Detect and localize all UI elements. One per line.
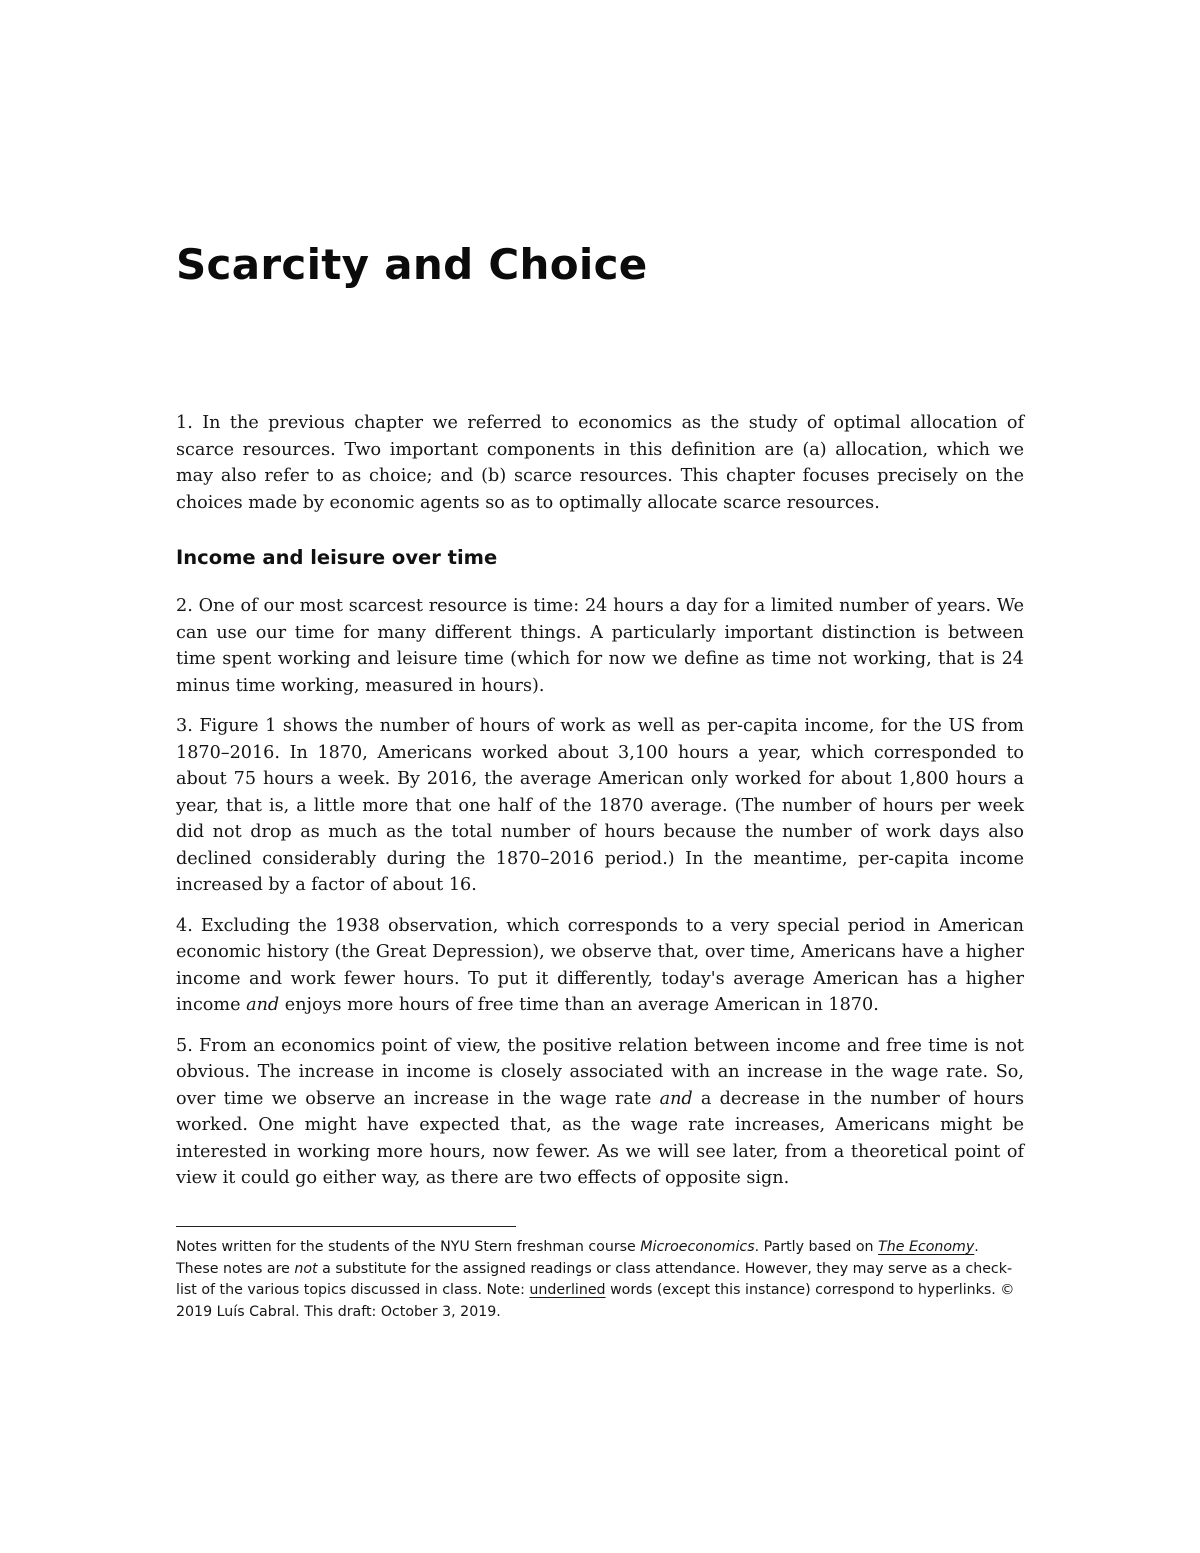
paragraph-5-text-a: 5. From an economics point of view, the positive relation between income and free time is not obvious. The increase in income is closely associated with an increase in the wage rate. So, over time we observe an increase in the wage rate	[176, 1035, 1024, 1109]
paragraph-4-text-a: 4. Excluding the 1938 observation, which corresponds to a very special period in American economic history (the Great Depression), we observe that, over time, Americans have a higher income and work fewer hours. To put it differently, today's average American has a higher income	[176, 915, 1024, 1015]
paragraph-5	[176, 1033, 1024, 1192]
footnote-book-link[interactable]: The Economy	[878, 1239, 975, 1255]
section-heading-income-leisure: Income and leisure over time	[176, 546, 498, 569]
footnote-text-2: . Partly based on	[754, 1239, 874, 1255]
paragraph-4-emphasis: and	[246, 995, 280, 1015]
footnote-course-name: Microeconomics	[640, 1239, 755, 1255]
paragraph-4	[176, 913, 1024, 1019]
footnote-divider	[176, 1226, 516, 1227]
footnote-text-1: Notes written for the students of the NYU Stern freshman course	[176, 1239, 636, 1255]
footnote-text-5: words (except this instance) correspond to hyperlinks. © 2019 Luís Cabral. This draft: October 3, 2019.	[176, 1282, 1015, 1320]
paragraph-3: 3. Figure 1 shows the number of hours of work as well as per-capita income, for the US from 1870–2016. In 1870, Americans worked about 3,100 hours a year, which corresponded to about 75 hours a week. By 2016, the average American only worked for about 1,800 hours a year, that is, a little more that one half of the 1870 average. (The number of hours per week did not drop as much as the total number of hours because the number of work days also declined considerably during the 1870–2016 period.) In the meantime, per-capita income increased by a factor of about 16.	[176, 716, 1024, 895]
paragraph-4-text-b: enjoys more hours of free time than an average American in 1870.	[284, 995, 879, 1015]
footnote-underlined-example: underlined	[529, 1282, 606, 1298]
footnote-not-emphasis: not	[294, 1260, 318, 1277]
footnote-text-4: a substitute for the assigned readings or class attendance. However, they may serve as a check-list of the various topics discussed in class. Note:	[176, 1260, 1013, 1298]
paragraph-2: 2. One of our most scarcest resource is time: 24 hours a day for a limited number of years. We can use our time for many different things. A particularly important distinction is between time spent working and leisure time (which for now we define as time not working, that is 24 minus time working, measured in hours).	[176, 596, 1024, 696]
paragraph-1: 1. In the previous chapter we referred to economics as the study of optimal allocation of scarce resources. Two important components in this definition are (a) allocation, which we may also refer to as choice; and (b) scarce resources. This chapter focuses precisely on the choices made by economic agents so as to optimally allocate scarce resources.	[176, 413, 1024, 513]
chapter-title: Scarcity and Choice	[176, 240, 648, 289]
chapter-body	[176, 410, 1024, 1206]
footnote-text-3: . These notes are	[176, 1239, 979, 1277]
paragraph-5-text-b: a decrease in the number of hours worked. One might have expected that, as the wage rate increases, Americans might be interested in working more hours, now fewer. As we will see later, from a theoretical point of view it could go either way, as there are two effects of opposite sign.	[176, 1088, 1024, 1188]
document-page	[176, 0, 1024, 1553]
footnote	[176, 1237, 1024, 1323]
paragraph-5-emphasis: and	[659, 1088, 693, 1109]
